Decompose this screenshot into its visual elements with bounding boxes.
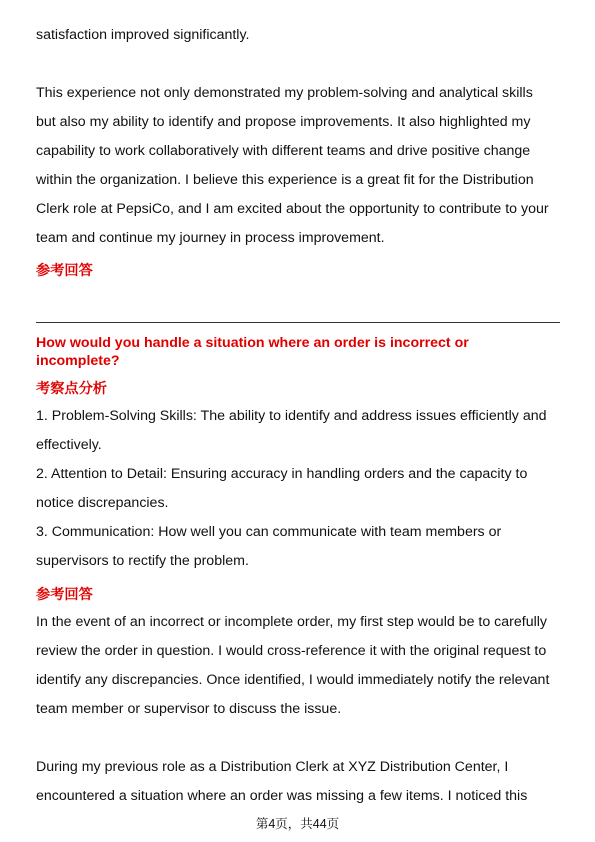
section-divider	[36, 322, 560, 323]
body-text-line: team and continue my journey in process improvement.	[36, 230, 385, 246]
answer-heading: 参考回答	[36, 587, 93, 603]
page-number-footer: 第4页，共44页	[255, 817, 340, 831]
answer-line: In the event of an incorrect or incomplete order, my first step would be to carefully	[36, 614, 547, 630]
analysis-heading: 考察点分析	[36, 381, 107, 397]
analysis-line: supervisors to rectify the problem.	[36, 553, 249, 569]
question-line: How would you handle a situation where an order is incorrect or	[36, 335, 469, 351]
answer-line: encountered a situation where an order was missing a few items. I noticed this	[36, 788, 528, 804]
body-text-line: within the organization. I believe this experience is a great fit for the Distribution	[36, 172, 534, 188]
analysis-line: 1. Problem-Solving Skills: The ability to identify and address issues efficiently and	[36, 408, 547, 424]
body-text-line: Clerk role at PepsiCo, and I am excited about the opportunity to contribute to your	[36, 201, 549, 217]
body-text-line: This experience not only demonstrated my problem-solving and analytical skills	[36, 85, 533, 101]
question-heading	[36, 334, 560, 370]
body-text-line: capability to work collaboratively with different teams and drive positive change	[36, 143, 531, 159]
analysis-line: 3. Communication: How well you can communicate with team members or	[36, 524, 502, 540]
analysis-line: 2. Attention to Detail: Ensuring accuracy in handling orders and the capacity to	[36, 466, 528, 482]
answer-line: review the order in question. I would cross-reference it with the original request to	[36, 643, 547, 659]
answer-line: team member or supervisor to discuss the issue.	[36, 701, 342, 717]
question-line: incomplete?	[36, 353, 120, 369]
body-text-line: but also my ability to identify and propose improvements. It also highlighted my	[36, 114, 531, 130]
answer-line: During my previous role as a Distribution Clerk at XYZ Distribution Center, I	[36, 759, 509, 775]
reference-answer-label: 参考回答	[36, 263, 93, 279]
analysis-line: notice discrepancies.	[36, 495, 169, 511]
answer-line: identify any discrepancies. Once identified, I would immediately notify the relevant	[36, 672, 550, 688]
body-text-line: satisfaction improved significantly.	[36, 27, 250, 43]
analysis-line: effectively.	[36, 437, 102, 453]
